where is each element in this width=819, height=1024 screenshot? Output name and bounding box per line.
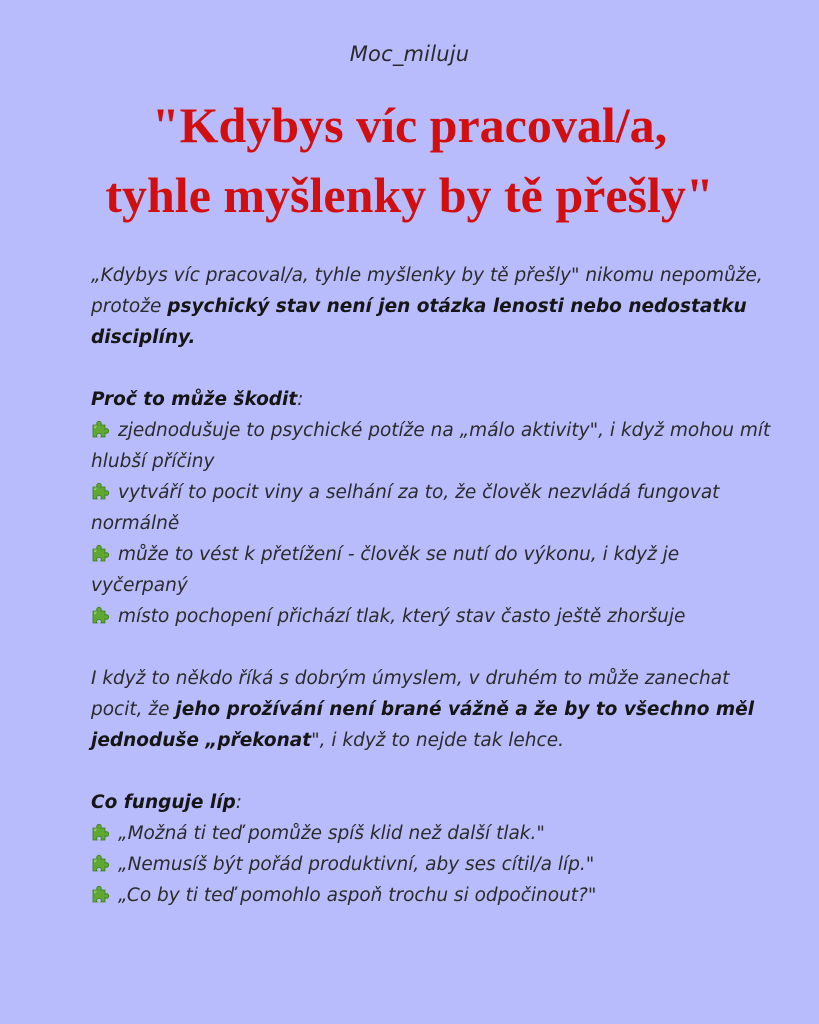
better-heading: Co funguje líp — [91, 792, 236, 813]
spacer — [91, 353, 771, 384]
puzzle-piece-icon — [91, 883, 111, 903]
list-item — [91, 849, 771, 880]
list-item — [91, 415, 771, 477]
intro-paragraph — [91, 260, 771, 353]
puzzle-piece-icon — [91, 821, 111, 841]
better-list — [91, 818, 771, 911]
list-item-text: zjednodušuje to psychické potíže na „málo aktivity", i když mohou mít hlubší příčiny — [91, 420, 771, 472]
middle-paragraph — [91, 663, 771, 756]
middle-text: I když to někdo říká s dobrým úmyslem, v druhém to může zanechat pocit, že — [91, 668, 730, 720]
title-line-1: "Kdybys víc pracoval/a, — [151, 97, 668, 153]
list-item — [91, 880, 771, 911]
puzzle-piece-icon — [91, 604, 111, 624]
post-body — [91, 260, 771, 911]
intro-bold-text: psychický stav není jen otázka lenosti nebo nedostatku disciplíny. — [91, 296, 747, 348]
username: Moc_miluju — [349, 42, 470, 66]
why-harm-colon: : — [297, 389, 304, 410]
list-item-text: vytváří to pocit viny a selhání za to, že člověk nezvládá fungovat normálně — [91, 482, 720, 534]
list-item-text: může to vést k přetížení - člověk se nutí do výkonu, i když je vyčerpaný — [91, 544, 680, 596]
list-item-text: „Nemusíš být pořád produktivní, aby ses cítil/a líp." — [118, 854, 595, 875]
list-item-text: místo pochopení přichází tlak, který stav často ještě zhoršuje — [118, 606, 686, 627]
middle-bold-text: jeho prožívání není brané vážně a že by to všechno měl jednoduše „překonat — [91, 699, 755, 751]
puzzle-piece-icon — [91, 480, 111, 500]
title-line-2: tyhle myšlenky by tě přešly" — [105, 167, 714, 223]
list-item — [91, 477, 771, 539]
list-item — [91, 539, 771, 601]
list-item-text: „Co by ti teď pomohlo aspoň trochu si odpočinout?" — [118, 885, 597, 906]
puzzle-piece-icon — [91, 852, 111, 872]
better-colon: : — [235, 792, 243, 813]
spacer — [91, 756, 771, 787]
list-item — [91, 818, 771, 849]
why-harm-heading-line — [91, 384, 771, 415]
spacer — [91, 632, 771, 663]
list-item — [91, 601, 771, 632]
puzzle-piece-icon — [91, 542, 111, 562]
middle-text-end: ", i když to nejde tak lehce. — [311, 730, 564, 751]
list-item-text: „Možná ti teď pomůže spíš klid než další tlak." — [118, 823, 545, 844]
better-heading-line — [91, 787, 771, 818]
intro-text: „Kdybys víc pracoval/a, tyhle myšlenky by tě přešly" nikomu nepomůže, protože — [91, 265, 763, 317]
why-harm-heading: Proč to může škodit — [91, 389, 298, 410]
why-harm-section — [91, 384, 771, 632]
better-section — [91, 787, 771, 911]
post-title — [0, 90, 819, 230]
why-harm-list — [91, 415, 771, 632]
puzzle-piece-icon — [91, 418, 111, 438]
